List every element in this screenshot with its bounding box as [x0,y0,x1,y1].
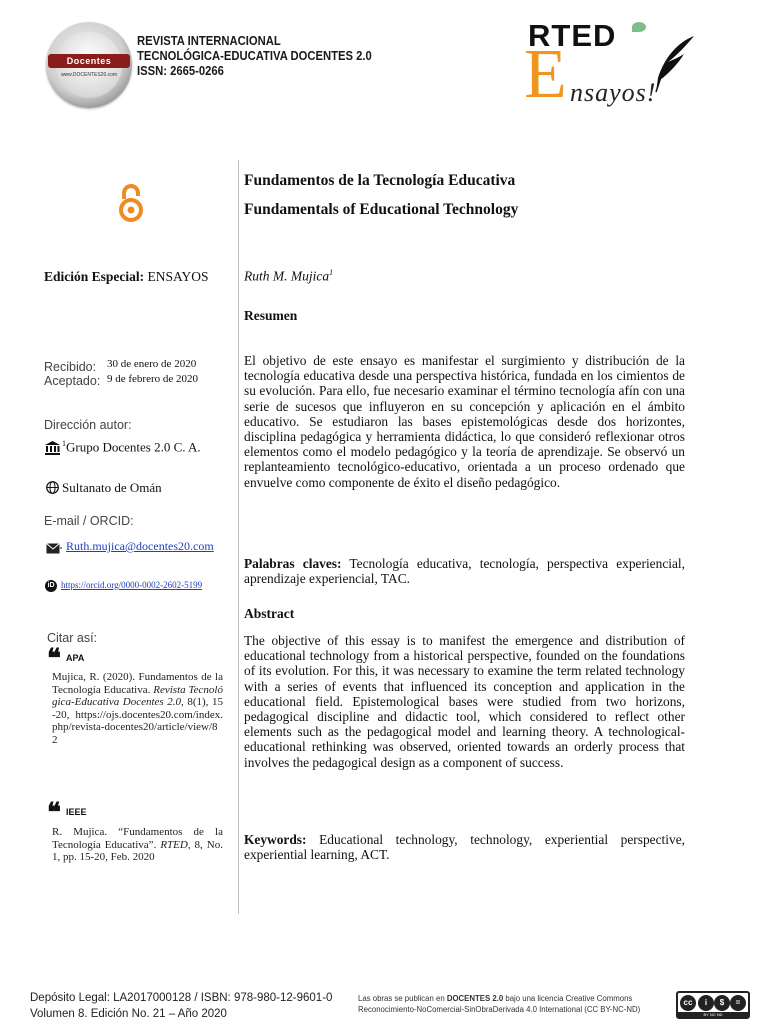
keywords-label: Keywords: [244,832,307,847]
license-1a: Las obras se publican en [358,994,447,1003]
orcid-link[interactable]: https://orcid.org/0000-0002-2602-5199 [61,580,203,590]
edition-line [44,269,230,285]
author-line [244,268,685,285]
accepted-label: Aceptado: [44,374,101,388]
ieee-text-2: , 8, No. 1, pp. 15-20, Feb. 2020 [52,838,223,863]
email-label: E-mail / ORCID: [44,514,134,528]
journal-issn: ISSN: 2665-0266 [137,64,224,78]
abstract-text: The objective of this essay is to manifest the emergence and distribution of educational technology from a historical perspective, founded on the foundations of its evolution. For this, it was necessary to examine the term related technology with a series of events that influenced its conception and application in the educational field. Epistemological bases were studied from two horizons, pedagogical discipline and didactic tool, which considered to reflect other elements such as the pedagogical model and learning theory. A technological-educational rethinking was observed, oriented towards an orderly process that involves the pedagogical design as a component of success. [244,633,685,770]
apa-label: APA [66,653,85,663]
footer-left [30,990,332,1022]
journal-line1: REVISTA INTERNACIONAL [137,34,281,48]
globe-icon [46,481,59,494]
institution-icon [45,441,60,455]
title-en: Fundamentals of Educational Technology [244,201,519,218]
affiliation-line [62,439,201,455]
by-icon: i [698,995,714,1011]
license-line-1 [358,993,640,1004]
palabras-text: Tecnología educativa, tecnología, perspectiva experiencial, aprendizaje experiencial, TAC. [244,556,685,587]
envelope-icon [46,543,62,554]
title-es: Fundamentos de la Tecnología Educativa [244,172,516,189]
cc-bar: BY NC ND [678,1012,748,1017]
palabras-label: Palabras claves: [244,556,342,571]
ieee-label: IEEE [66,807,87,817]
apa-text-1: Mujica, R. (2020). Fundamentos de la Tecnología Educativa. [52,671,223,696]
ensayos-word: nsayos! [570,78,657,107]
journal-logo [46,22,132,108]
apa-journal: Revista Tecnológica-Educativa Docentes 2.0 [52,683,223,708]
speech-bubble-icon [632,22,646,32]
affiliation: Grupo Docentes 2.0 C. A. [66,439,201,455]
author-sup: 1 [329,268,334,277]
quill-icon [648,34,698,98]
keywords-text: Educational technology, technology, experiential perspective, experiential learning, ACT. [244,832,685,863]
cc-license-badge[interactable] [676,991,750,1019]
ensayos-initial: E [524,36,567,113]
license-text [358,993,640,1015]
apa-text-2: , 8(1), 15-20, https://ojs.docentes20.com/index.php/revista-docentes20/article/view/82 [52,696,223,746]
ieee-text-1: R. Mujica. “Fundamentos de la Tecnología Educativa”. [52,826,223,851]
quote-icon: ❝ [47,644,61,673]
resumen-heading: Resumen [244,308,298,323]
accepted-value: 9 de febrero de 2020 [107,373,199,385]
resumen-text: El objetivo de este ensayo es manifestar el surgimiento y distribución de la tecnología educativa desde una perspectiva histórica, fundada en los cimientos de su evolución. Para ello, fue necesario examinar el término tecnología afín con una serie de sucesos que influyeron en su concepción y aplicación en el ámbito educativo. Se estudiaron las bases epistemológicas desde dos horizontes, disciplina pedagógica y herramienta didáctica, lo que consideró reflexionar otros elementos como el modelo pedagógico y la teoría de aprendizaje. Se observó un replanteamiento tecnológico-educativo, orientada a un proceso ordenado que envuelve como componente de éxito el diseño pedagógico. [244,353,685,490]
address-label: Dirección autor: [44,418,132,432]
abstract-heading: Abstract [244,606,295,621]
edition-label: Edición Especial: [44,269,145,284]
open-access-icon [117,183,145,223]
affiliation-sup: 1 [62,439,66,448]
column-divider [238,160,239,914]
edition-value: ENSAYOS [147,269,209,284]
cc-icon: cc [680,995,696,1011]
received-value: 30 de enero de 2020 [107,358,197,370]
nc-icon: $ [714,995,730,1011]
journal-header [137,34,372,79]
email-link[interactable]: Ruth.mujica@docentes20.com [66,539,214,553]
apa-citation [52,671,223,746]
nd-icon: = [730,995,746,1011]
palabras-claves [244,556,685,586]
cite-label: Citar así: [47,631,98,645]
keywords [244,832,685,862]
orcid-icon: iD [45,580,57,592]
deposit-line: Depósito Legal: LA2017000128 / ISBN: 978-980-12-9601-0 [30,992,333,1004]
rted-logo-text: RTED [528,18,617,53]
logo-url: www.DOCENTES20.com [60,72,118,78]
ieee-journal: RTED [160,838,188,851]
received-label: Recibido: [44,360,97,374]
author: Ruth M. Mujica [244,268,330,284]
license-1c: bajo una licencia Creative Commons [503,994,633,1003]
journal-line2: TECNOLÓGICA-EDUCATIVA DOCENTES 2.0 [137,49,372,63]
logo-band: Docentes [48,54,130,68]
ieee-citation [52,826,223,864]
quote-icon: ❝ [47,798,61,827]
location: Sultanato de Omán [62,480,162,495]
license-1b: DOCENTES 2.0 [446,994,504,1003]
license-line-2: Reconocimiento-NoComercial-SinObraDerivada 4.0 International (CC BY-NC-ND) [358,1005,641,1014]
volume-line: Volumen 8. Edición No. 21 – Año 2020 [30,1008,227,1020]
